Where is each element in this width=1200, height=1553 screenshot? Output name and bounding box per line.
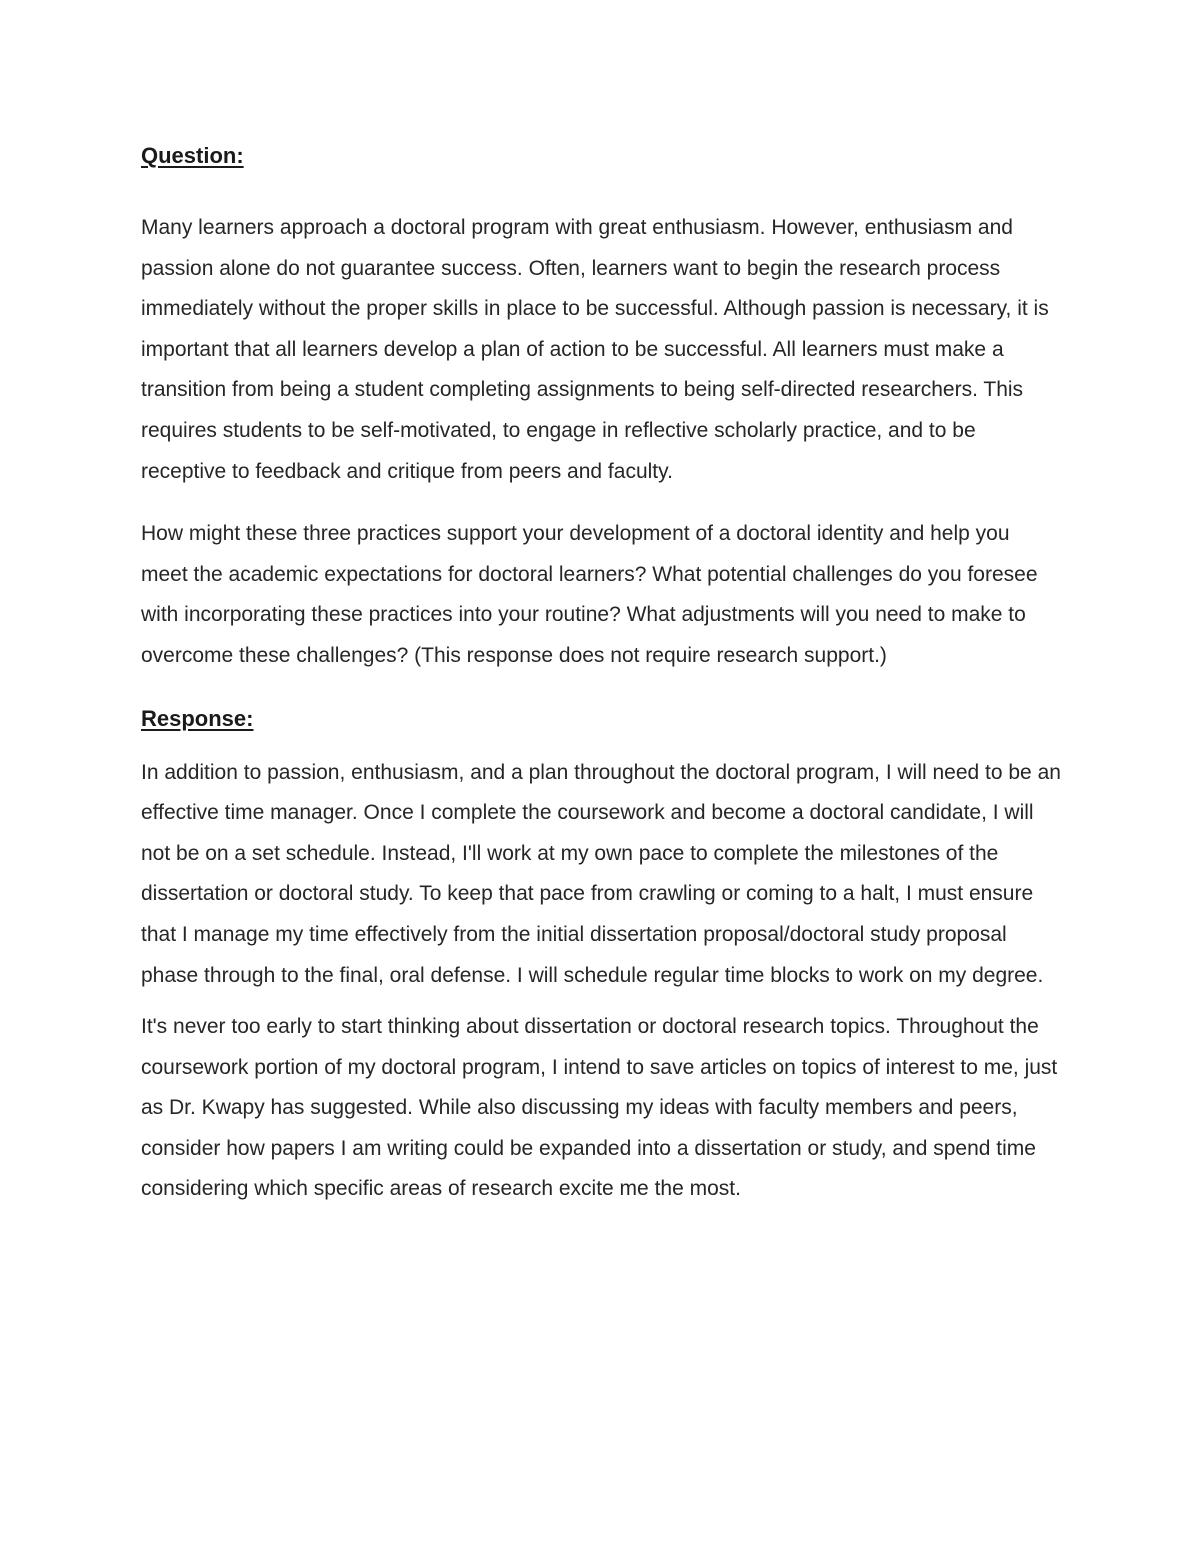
response-heading: Response: [141, 705, 254, 731]
question-paragraph-2: How might these three practices support your development of a doctoral identity and help you meet the academic expectations for doctoral learners? What potential challenges do you foresee with incorporating these practices into your routine? What adjustments will you need to make to overcome these challenges? (This response does not require research support.) [141, 522, 1038, 667]
document-body [141, 141, 1061, 1210]
response-paragraph-1: In addition to passion, enthusiasm, and a plan throughout the doctoral program, I will need to be an effective time manager. Once I complete the coursework and become a doctoral candidate, I will not be on a set schedule. Instead, I'll work at my own pace to complete the milestones of the dissertation or doctoral study. To keep that pace from crawling or coming to a halt, I must ensure that I manage my time effectively from the initial dissertation proposal/doctoral study proposal phase through to the final, oral defense. I will schedule regular time blocks to work on my degree. [141, 760, 1061, 987]
question-heading: Question: [141, 143, 244, 168]
response-paragraph-2: It's never too early to start thinking about dissertation or doctoral research topics. Throughout the coursework portion of my doctoral program, I intend to save articles on topics of interest to me, just as Dr. Kwapy has suggested. While also discussing my ideas with faculty members and peers, consider how papers I am writing could be expanded into a dissertation or study, and spend time considering which specific areas of research excite me the most. [141, 1015, 1058, 1201]
question-paragraph-1: Many learners approach a doctoral program with great enthusiasm. However, enthusiasm and passion alone do not guarantee success. Often, learners want to begin the research process immediately without the proper skills in place to be successful. Although passion is necessary, it is important that all learners develop a plan of action to be successful. All learners must make a transition from being a student completing assignments to being self-directed researchers. This requires students to be self-motivated, to engage in reflective scholarly practice, and to be receptive to feedback and critique from peers and faculty. [141, 216, 1049, 483]
